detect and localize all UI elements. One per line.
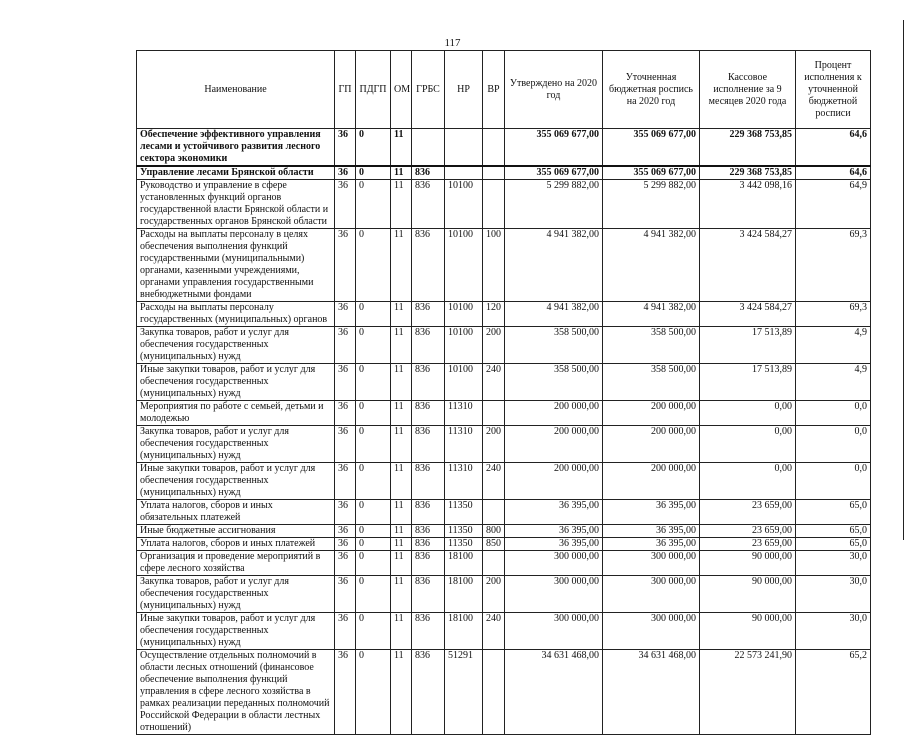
cell-name: Управление лесами Брянской области (137, 166, 335, 180)
cell-percent: 0,0 (796, 426, 871, 463)
cell-approved: 300 000,00 (505, 613, 603, 650)
cell-grbs (412, 129, 445, 167)
cell-percent: 4,9 (796, 364, 871, 401)
cell-gp: 36 (335, 129, 356, 167)
cell-np: 11310 (445, 463, 483, 500)
cell-vr: 100 (483, 229, 505, 302)
cell-np (445, 129, 483, 167)
cell-refined: 358 500,00 (603, 327, 700, 364)
cell-executed: 90 000,00 (700, 551, 796, 576)
cell-vr: 200 (483, 576, 505, 613)
cell-name: Обеспечение эффективного управления лесами и устойчивого развития лесного сектора экономики (137, 129, 335, 167)
table-row (137, 180, 871, 229)
cell-executed: 90 000,00 (700, 613, 796, 650)
cell-name: Иные закупки товаров, работ и услуг для обеспечения государственных (муниципальных) нужд (137, 613, 335, 650)
cell-name: Расходы на выплаты персоналу государственных (муниципальных) органов (137, 302, 335, 327)
cell-np: 18100 (445, 576, 483, 613)
cell-approved: 5 299 882,00 (505, 180, 603, 229)
cell-grbs: 836 (412, 229, 445, 302)
cell-approved: 36 395,00 (505, 500, 603, 525)
cell-ppgp: 0 (356, 525, 391, 538)
cell-ppgp: 0 (356, 302, 391, 327)
cell-ppgp: 0 (356, 364, 391, 401)
table-row (137, 129, 871, 167)
cell-approved: 355 069 677,00 (505, 129, 603, 167)
cell-om: 11 (391, 576, 412, 613)
table-row (137, 302, 871, 327)
cell-refined: 36 395,00 (603, 538, 700, 551)
cell-gp: 36 (335, 500, 356, 525)
cell-percent: 64,6 (796, 166, 871, 180)
cell-name: Закупка товаров, работ и услуг для обеспечения государственных (муниципальных) нужд (137, 426, 335, 463)
cell-gp: 36 (335, 180, 356, 229)
cell-ppgp: 0 (356, 229, 391, 302)
cell-om: 11 (391, 650, 412, 735)
cell-gp: 36 (335, 551, 356, 576)
cell-np: 11310 (445, 426, 483, 463)
cell-executed: 229 368 753,85 (700, 166, 796, 180)
header-np: НР (445, 51, 483, 129)
cell-percent: 30,0 (796, 551, 871, 576)
cell-percent: 4,9 (796, 327, 871, 364)
cell-grbs: 836 (412, 500, 445, 525)
cell-vr (483, 129, 505, 167)
cell-executed: 0,00 (700, 463, 796, 500)
cell-approved: 300 000,00 (505, 576, 603, 613)
table-row (137, 576, 871, 613)
cell-approved: 200 000,00 (505, 426, 603, 463)
page-edge-line (903, 20, 904, 540)
table-row (137, 551, 871, 576)
cell-refined: 355 069 677,00 (603, 129, 700, 167)
cell-vr: 800 (483, 525, 505, 538)
header-vr: ВР (483, 51, 505, 129)
cell-vr: 240 (483, 364, 505, 401)
cell-np: 18100 (445, 613, 483, 650)
cell-np: 11350 (445, 500, 483, 525)
cell-percent: 0,0 (796, 463, 871, 500)
cell-executed: 0,00 (700, 401, 796, 426)
cell-ppgp: 0 (356, 129, 391, 167)
table-row (137, 538, 871, 551)
cell-np: 18100 (445, 551, 483, 576)
cell-grbs: 836 (412, 576, 445, 613)
cell-np: 10100 (445, 327, 483, 364)
cell-executed: 23 659,00 (700, 525, 796, 538)
cell-om: 11 (391, 401, 412, 426)
cell-refined: 36 395,00 (603, 525, 700, 538)
cell-gp: 36 (335, 229, 356, 302)
cell-om: 11 (391, 129, 412, 167)
cell-grbs: 836 (412, 551, 445, 576)
cell-om: 11 (391, 364, 412, 401)
cell-percent: 65,2 (796, 650, 871, 735)
cell-approved: 34 631 468,00 (505, 650, 603, 735)
cell-np: 11310 (445, 401, 483, 426)
cell-executed: 23 659,00 (700, 500, 796, 525)
cell-np: 51291 (445, 650, 483, 735)
cell-executed: 3 442 098,16 (700, 180, 796, 229)
cell-vr (483, 180, 505, 229)
cell-om: 11 (391, 463, 412, 500)
cell-om: 11 (391, 613, 412, 650)
cell-percent: 64,6 (796, 129, 871, 167)
cell-vr (483, 650, 505, 735)
cell-vr: 120 (483, 302, 505, 327)
cell-executed: 229 368 753,85 (700, 129, 796, 167)
cell-name: Расходы на выплаты персоналу в целях обеспечения выполнения функций государственными (муниципальными) органами, казенными учреждениями, органами управления государственными внебюджетными фондами (137, 229, 335, 302)
cell-vr: 200 (483, 426, 505, 463)
cell-refined: 300 000,00 (603, 576, 700, 613)
table-row (137, 426, 871, 463)
cell-percent: 0,0 (796, 401, 871, 426)
cell-grbs: 836 (412, 327, 445, 364)
cell-np: 11350 (445, 538, 483, 551)
cell-ppgp: 0 (356, 166, 391, 180)
cell-np: 10100 (445, 302, 483, 327)
cell-gp: 36 (335, 463, 356, 500)
cell-np: 11350 (445, 525, 483, 538)
cell-grbs: 836 (412, 166, 445, 180)
cell-executed: 23 659,00 (700, 538, 796, 551)
cell-gp: 36 (335, 302, 356, 327)
cell-name: Закупка товаров, работ и услуг для обеспечения государственных (муниципальных) нужд (137, 327, 335, 364)
cell-ppgp: 0 (356, 426, 391, 463)
page-number: 117 (444, 37, 461, 49)
cell-ppgp: 0 (356, 463, 391, 500)
cell-refined: 200 000,00 (603, 426, 700, 463)
table-row (137, 229, 871, 302)
cell-refined: 358 500,00 (603, 364, 700, 401)
cell-om: 11 (391, 538, 412, 551)
cell-refined: 34 631 468,00 (603, 650, 700, 735)
cell-refined: 4 941 382,00 (603, 229, 700, 302)
cell-gp: 36 (335, 538, 356, 551)
cell-om: 11 (391, 426, 412, 463)
cell-approved: 300 000,00 (505, 551, 603, 576)
cell-percent: 64,9 (796, 180, 871, 229)
cell-om: 11 (391, 180, 412, 229)
cell-name: Руководство и управление в сфере установленных функций органов государственной власти Брянской области и государственных органов Брянской области (137, 180, 335, 229)
cell-name: Иные закупки товаров, работ и услуг для обеспечения государственных (муниципальных) нужд (137, 463, 335, 500)
cell-grbs: 836 (412, 463, 445, 500)
cell-refined: 5 299 882,00 (603, 180, 700, 229)
cell-ppgp: 0 (356, 500, 391, 525)
cell-np: 10100 (445, 180, 483, 229)
cell-grbs: 836 (412, 401, 445, 426)
cell-percent: 65,0 (796, 500, 871, 525)
cell-refined: 200 000,00 (603, 401, 700, 426)
cell-gp: 36 (335, 576, 356, 613)
header-gp: ГП (335, 51, 356, 129)
cell-vr: 240 (483, 613, 505, 650)
cell-gp: 36 (335, 327, 356, 364)
cell-grbs: 836 (412, 613, 445, 650)
table-row (137, 650, 871, 735)
cell-percent: 69,3 (796, 302, 871, 327)
cell-name: Уплата налогов, сборов и иных платежей (137, 538, 335, 551)
cell-name: Уплата налогов, сборов и иных обязательных платежей (137, 500, 335, 525)
cell-executed: 3 424 584,27 (700, 229, 796, 302)
cell-name: Закупка товаров, работ и услуг для обеспечения государственных (муниципальных) нужд (137, 576, 335, 613)
cell-name: Иные закупки товаров, работ и услуг для обеспечения государственных (муниципальных) нужд (137, 364, 335, 401)
cell-refined: 36 395,00 (603, 500, 700, 525)
cell-om: 11 (391, 525, 412, 538)
cell-gp: 36 (335, 525, 356, 538)
cell-gp: 36 (335, 426, 356, 463)
cell-percent: 69,3 (796, 229, 871, 302)
cell-vr: 850 (483, 538, 505, 551)
cell-approved: 4 941 382,00 (505, 229, 603, 302)
cell-approved: 4 941 382,00 (505, 302, 603, 327)
cell-grbs: 836 (412, 525, 445, 538)
cell-refined: 200 000,00 (603, 463, 700, 500)
cell-np: 10100 (445, 364, 483, 401)
header-approved: Утверждено на 2020 год (505, 51, 603, 129)
cell-executed: 90 000,00 (700, 576, 796, 613)
table-row (137, 500, 871, 525)
cell-gp: 36 (335, 166, 356, 180)
header-executed: Кассовое исполнение за 9 месяцев 2020 года (700, 51, 796, 129)
cell-ppgp: 0 (356, 650, 391, 735)
cell-name: Мероприятия по работе с семьей, детьми и молодежью (137, 401, 335, 426)
cell-ppgp: 0 (356, 401, 391, 426)
cell-vr (483, 166, 505, 180)
cell-grbs: 836 (412, 650, 445, 735)
table-header-row (137, 51, 871, 129)
cell-ppgp: 0 (356, 576, 391, 613)
table-row (137, 463, 871, 500)
cell-grbs: 836 (412, 180, 445, 229)
header-percent: Процент исполнения к уточненной бюджетной росписи (796, 51, 871, 129)
cell-approved: 358 500,00 (505, 327, 603, 364)
cell-np (445, 166, 483, 180)
cell-gp: 36 (335, 401, 356, 426)
cell-percent: 65,0 (796, 538, 871, 551)
cell-gp: 36 (335, 650, 356, 735)
cell-approved: 355 069 677,00 (505, 166, 603, 180)
table-row (137, 613, 871, 650)
cell-refined: 355 069 677,00 (603, 166, 700, 180)
cell-refined: 4 941 382,00 (603, 302, 700, 327)
cell-gp: 36 (335, 364, 356, 401)
cell-percent: 30,0 (796, 613, 871, 650)
cell-vr: 200 (483, 327, 505, 364)
cell-om: 11 (391, 500, 412, 525)
cell-grbs: 836 (412, 538, 445, 551)
header-om: ОМ (391, 51, 412, 129)
budget-table (136, 50, 871, 735)
table-row (137, 401, 871, 426)
cell-percent: 30,0 (796, 576, 871, 613)
cell-name: Организация и проведение мероприятий в сфере лесного хозяйства (137, 551, 335, 576)
table-row (137, 364, 871, 401)
cell-om: 11 (391, 551, 412, 576)
table-row (137, 525, 871, 538)
cell-refined: 300 000,00 (603, 551, 700, 576)
cell-approved: 358 500,00 (505, 364, 603, 401)
cell-om: 11 (391, 302, 412, 327)
cell-ppgp: 0 (356, 551, 391, 576)
cell-vr (483, 500, 505, 525)
table-row (137, 166, 871, 180)
cell-percent: 65,0 (796, 525, 871, 538)
cell-om: 11 (391, 229, 412, 302)
cell-approved: 36 395,00 (505, 525, 603, 538)
cell-approved: 200 000,00 (505, 401, 603, 426)
cell-executed: 0,00 (700, 426, 796, 463)
header-name: Наименование (137, 51, 335, 129)
cell-executed: 22 573 241,90 (700, 650, 796, 735)
cell-name: Иные бюджетные ассигнования (137, 525, 335, 538)
cell-approved: 36 395,00 (505, 538, 603, 551)
cell-approved: 200 000,00 (505, 463, 603, 500)
cell-om: 11 (391, 166, 412, 180)
cell-executed: 17 513,89 (700, 364, 796, 401)
cell-om: 11 (391, 327, 412, 364)
cell-np: 10100 (445, 229, 483, 302)
cell-gp: 36 (335, 613, 356, 650)
table-row (137, 327, 871, 364)
cell-ppgp: 0 (356, 613, 391, 650)
cell-vr: 240 (483, 463, 505, 500)
cell-grbs: 836 (412, 426, 445, 463)
cell-ppgp: 0 (356, 538, 391, 551)
cell-executed: 17 513,89 (700, 327, 796, 364)
cell-grbs: 836 (412, 364, 445, 401)
cell-ppgp: 0 (356, 180, 391, 229)
cell-name: Осуществление отдельных полномочий в области лесных отношений (финансовое обеспечение выполнения функций управления в сфере лесного хозяйства в рамках реализации переданных полномочий Российской Федерации в области лестных отношений) (137, 650, 335, 735)
cell-vr (483, 401, 505, 426)
cell-grbs: 836 (412, 302, 445, 327)
cell-vr (483, 551, 505, 576)
header-ppgp: ПДГП (356, 51, 391, 129)
header-refined: Уточненная бюджетная роспись на 2020 год (603, 51, 700, 129)
header-grbs: ГРБС (412, 51, 445, 129)
cell-refined: 300 000,00 (603, 613, 700, 650)
cell-ppgp: 0 (356, 327, 391, 364)
cell-executed: 3 424 584,27 (700, 302, 796, 327)
